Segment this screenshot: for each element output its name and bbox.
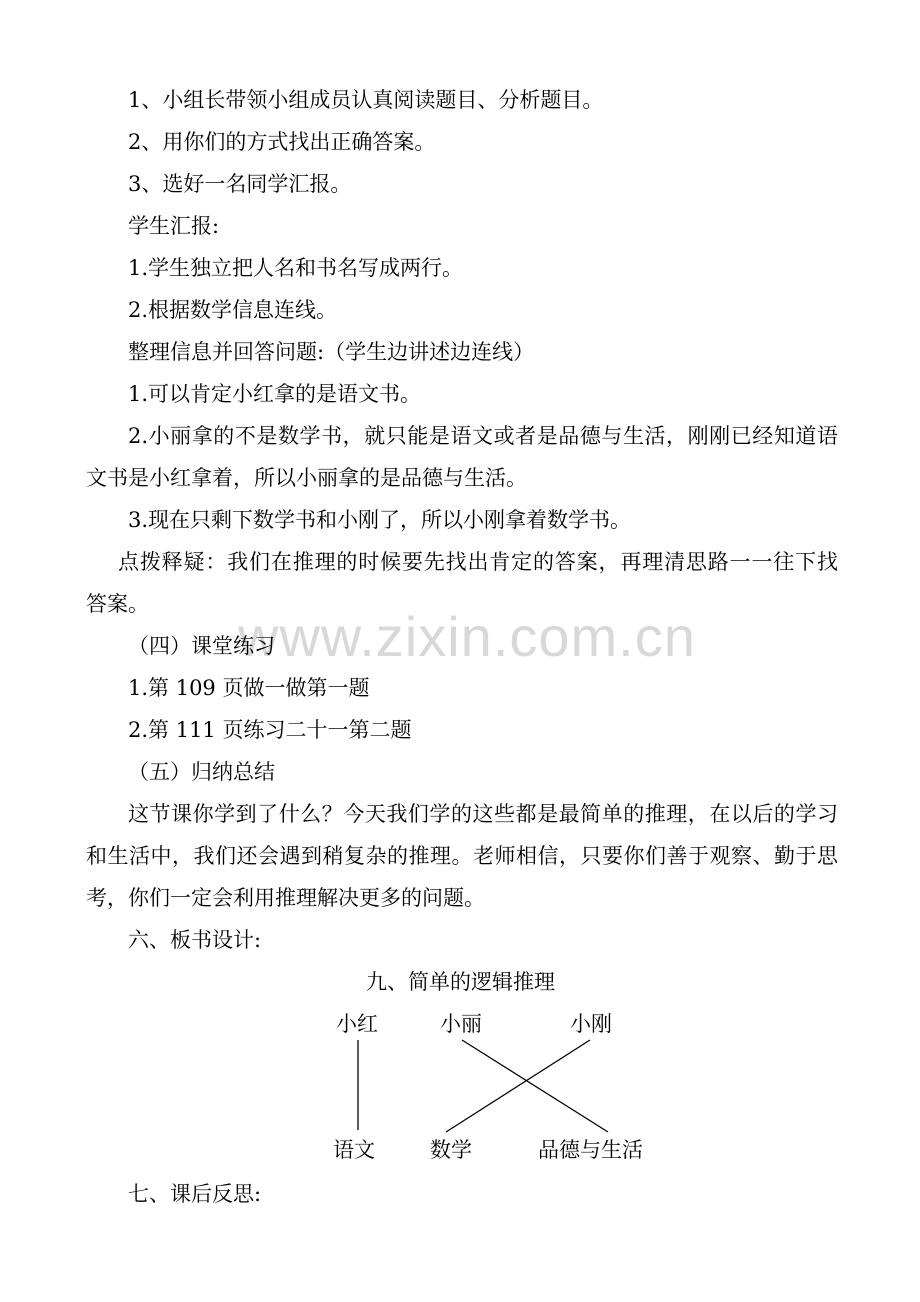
reflection-heading: 七、课后反思: <box>128 1182 262 1206</box>
summary-line-1: 这节课你学到了什么？今天我们学的这些都是最简单的推理，在以后的学习 <box>128 802 838 826</box>
step-1: 1、小组长带领小组成员认真阅读题目、分析题目。 <box>128 88 604 112</box>
board-design-heading: 六、板书设计: <box>128 928 262 952</box>
practice-item-2: 2.第 111 页练习二十一第二题 <box>128 718 412 742</box>
link-xiaogang-math <box>446 1040 590 1132</box>
report-item-2: 2.根据数学信息连线。 <box>128 298 338 322</box>
report-item-1: 1.学生独立把人名和书名写成两行。 <box>128 256 464 280</box>
guidance-line-1: 点拨释疑：我们在推理的时候要先找出肯定的答案，再理清思路一一往下找 <box>118 550 838 574</box>
step-2: 2、用你们的方式找出正确答案。 <box>128 130 436 154</box>
answer-1: 1.可以肯定小红拿的是语文书。 <box>128 382 422 406</box>
person-xiaoli: 小丽 <box>440 1012 482 1036</box>
book-math: 数学 <box>430 1138 472 1162</box>
section-summary: （五）归纳总结 <box>128 760 275 784</box>
link-xiaoli-morality-life <box>462 1040 608 1132</box>
summary-line-3: 考，你们一定会利用推理解决更多的问题。 <box>86 886 485 910</box>
section-classroom-practice: （四）课堂练习 <box>128 634 275 658</box>
book-morality-life: 品德与生活 <box>538 1138 643 1162</box>
diagram-title: 九、简单的逻辑推理 <box>366 970 555 994</box>
organize-info-heading: 整理信息并回答问题:（学生边讲述边连线） <box>128 340 535 364</box>
guidance-line-2: 答案。 <box>86 592 149 616</box>
student-report-heading: 学生汇报: <box>128 214 220 238</box>
answer-2-line-1: 2.小丽拿的不是数学书，就只能是语文或者是品德与生活，刚刚已经知道语 <box>128 424 838 448</box>
person-xiaohong: 小红 <box>336 1012 378 1036</box>
summary-line-2: 和生活中，我们还会遇到稍复杂的推理。老师相信，只要你们善于观察、勤于思 <box>86 844 838 868</box>
answer-2-line-2: 文书是小红拿着，所以小丽拿的是品德与生活。 <box>86 466 527 490</box>
book-chinese: 语文 <box>333 1138 375 1162</box>
watermark: www.zixin.com.cn <box>238 605 696 668</box>
step-3: 3、选好一名同学汇报。 <box>128 172 352 196</box>
practice-item-1: 1.第 109 页做一做第一题 <box>128 676 370 700</box>
person-xiaogang: 小刚 <box>570 1012 612 1036</box>
answer-3: 3.现在只剩下数学书和小刚了，所以小刚拿着数学书。 <box>128 508 632 532</box>
